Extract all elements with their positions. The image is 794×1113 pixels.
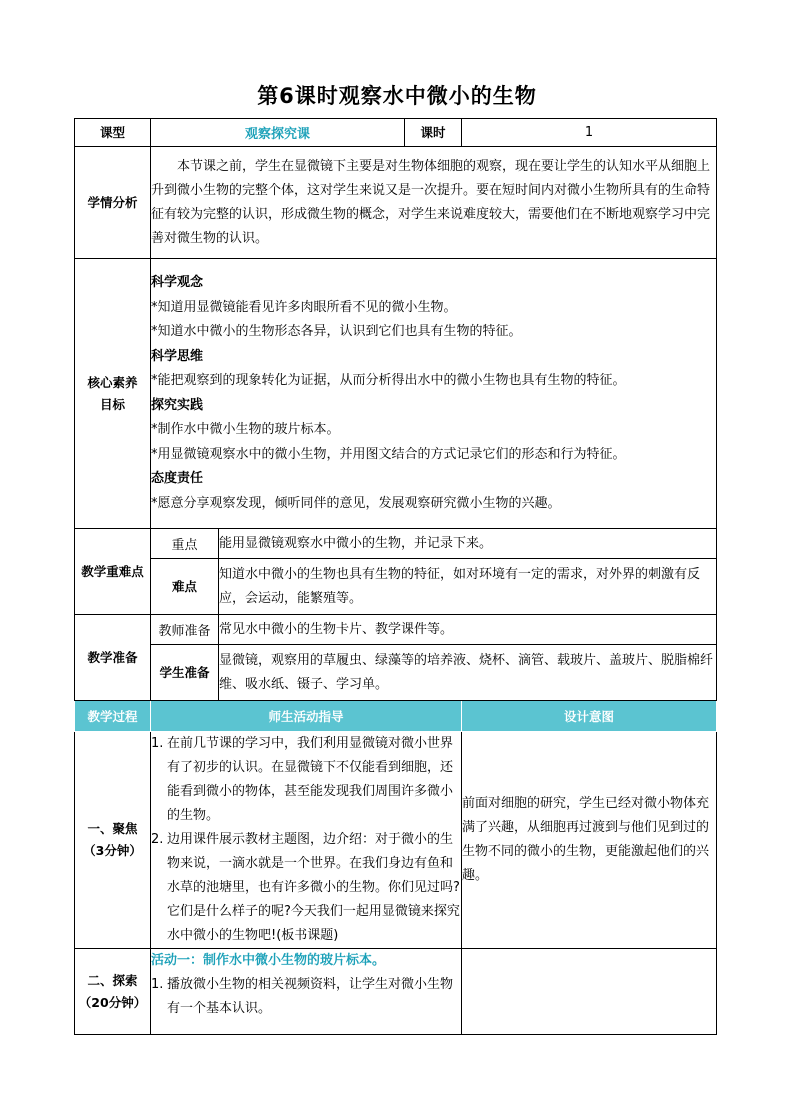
- teacher-prep-label: 教师准备: [151, 615, 219, 645]
- keypoints-label: 教学重难点: [75, 529, 151, 615]
- key-label: 重点: [151, 529, 219, 559]
- goals-row: [75, 259, 717, 529]
- difficulty-label: 难点: [151, 559, 219, 615]
- process-col-activity: 师生活动指导: [151, 701, 462, 732]
- stage-focus-label: [75, 732, 151, 949]
- goal-heading: 科学观念: [151, 275, 204, 290]
- teacher-prep-row: [75, 615, 717, 645]
- teacher-prep-text: 常见水中微小的生物卡片、教学课件等。: [219, 615, 717, 645]
- item-text: 在前几节课的学习中，我们利用显微镜对微小世界有了初步的认识。在显微镜下不仅能看到细胞，还能看到微小的物体，甚至能发现我们周围许多微小的生物。: [167, 736, 454, 823]
- student-prep-row: [75, 645, 717, 701]
- stage-explore-activities: [151, 949, 462, 1035]
- stage-focus-activities: [151, 732, 462, 949]
- goal-item: *用显微镜观察水中的微小生物，并用图文结合的方式记录它们的形态和行为特征。: [151, 446, 626, 462]
- goal-item: *能把观察到的现象转化为证据，从而分析得出水中的微小生物也具有生物的特征。: [151, 373, 626, 388]
- student-prep-text: 显微镜，观察用的草履虫、绿藻等的培养液、烧杯、滴管、载玻片、盖玻片、脱脂棉纤维、吸水纸、镊子、学习单。: [219, 645, 717, 701]
- goal-item: *愿意分享观察发现，倾听同伴的意见，发展观察研究微小生物的兴趣。: [151, 495, 561, 511]
- period-value: 1: [462, 119, 717, 147]
- stage-explore-intent: [462, 949, 717, 1035]
- analysis-text: 本节课之前，学生在显微镜下主要是对生物体细胞的观察，现在要让学生的认知水平从细胞上升到微小生物的完整个体，这对学生来说又是一次提升。要在短时间内对微小生物所具有的生命特征有较为完整的认识，形成微生物的概念，对学生来说难度较大，需要他们在不断地观察学习中完善对微生物的认识。: [151, 147, 717, 259]
- goal-heading: 态度责任: [151, 471, 204, 486]
- key-text: 能用显微镜观察水中微小的生物，并记录下来。: [219, 529, 717, 559]
- goals-label-line1: 核心素养: [87, 374, 138, 390]
- item-number: 1.: [151, 736, 164, 751]
- lesson-plan-table: [74, 118, 717, 1035]
- keypoint-row: [75, 529, 717, 559]
- stage-focus-time: （3分钟）: [83, 843, 142, 858]
- stage-explore-row: [75, 949, 717, 1035]
- stage-focus-intent: 前面对细胞的研究，学生已经对微小物体充满了兴趣，从细胞再过渡到与他们见到过的生物不同的微小的生物，更能激起他们的兴趣。: [462, 732, 717, 949]
- type-value: 观察探究课: [151, 119, 405, 147]
- analysis-row: [75, 147, 717, 259]
- goal-heading: 探究实践: [151, 397, 204, 413]
- page-title: 第6课时观察水中微小的生物: [257, 84, 537, 108]
- item-number: 1.: [151, 977, 164, 992]
- process-col-stage: 教学过程: [75, 701, 151, 732]
- item-number: 2.: [151, 832, 164, 847]
- analysis-label: 学情分析: [75, 147, 151, 259]
- student-prep-label: 学生准备: [151, 645, 219, 701]
- process-col-intent: 设计意图: [462, 701, 717, 732]
- list-item: [151, 828, 461, 948]
- difficulty-text: 知道水中微小的生物也具有生物的特征，如对环境有一定的需求，对外界的刺激有反应，会运动，能繁殖等。: [219, 559, 717, 615]
- item-text: 边用课件展示教材主题图，边介绍：对于微小的生物来说，一滴水就是一个世界。在我们身边有鱼和水草的池塘里，也有许多微小的生物。你们见过吗?它们是什么样子的呢?今天我们一起用显微镜来探究水中微小的生物吧!(板书课题): [167, 832, 460, 943]
- difficulty-row: [75, 559, 717, 615]
- goal-item: *知道水中微小的生物形态各异，认识到它们也具有生物的特征。: [151, 324, 522, 339]
- header-row: [75, 119, 717, 147]
- process-header-row: [75, 701, 717, 732]
- prep-label: 教学准备: [75, 615, 151, 701]
- goal-item: *知道用显微镜能看见许多肉眼所看不见的微小生物。: [151, 299, 457, 315]
- stage-explore-title: 二、探索: [87, 972, 138, 988]
- goal-item: *制作水中微小生物的玻片标本。: [151, 422, 340, 437]
- goals-content: [151, 259, 717, 529]
- period-label: 课时: [405, 119, 462, 147]
- item-text: 播放微小生物的相关视频资料，让学生对微小生物有一个基本认识。: [167, 977, 454, 1016]
- stage-focus-row: [75, 732, 717, 949]
- activity-heading: 活动一：制作水中微小生物的玻片标本。: [151, 953, 386, 968]
- stage-explore-time: （20分钟）: [78, 994, 147, 1010]
- type-label: 课型: [75, 119, 151, 147]
- stage-focus-title: 一、聚焦: [87, 821, 138, 836]
- goals-label-line2: 目标: [99, 396, 125, 412]
- list-item: [151, 732, 461, 828]
- goals-label: [75, 259, 151, 529]
- goal-heading: 科学思维: [151, 348, 204, 364]
- list-item: [151, 973, 461, 1021]
- stage-explore-label: [75, 949, 151, 1035]
